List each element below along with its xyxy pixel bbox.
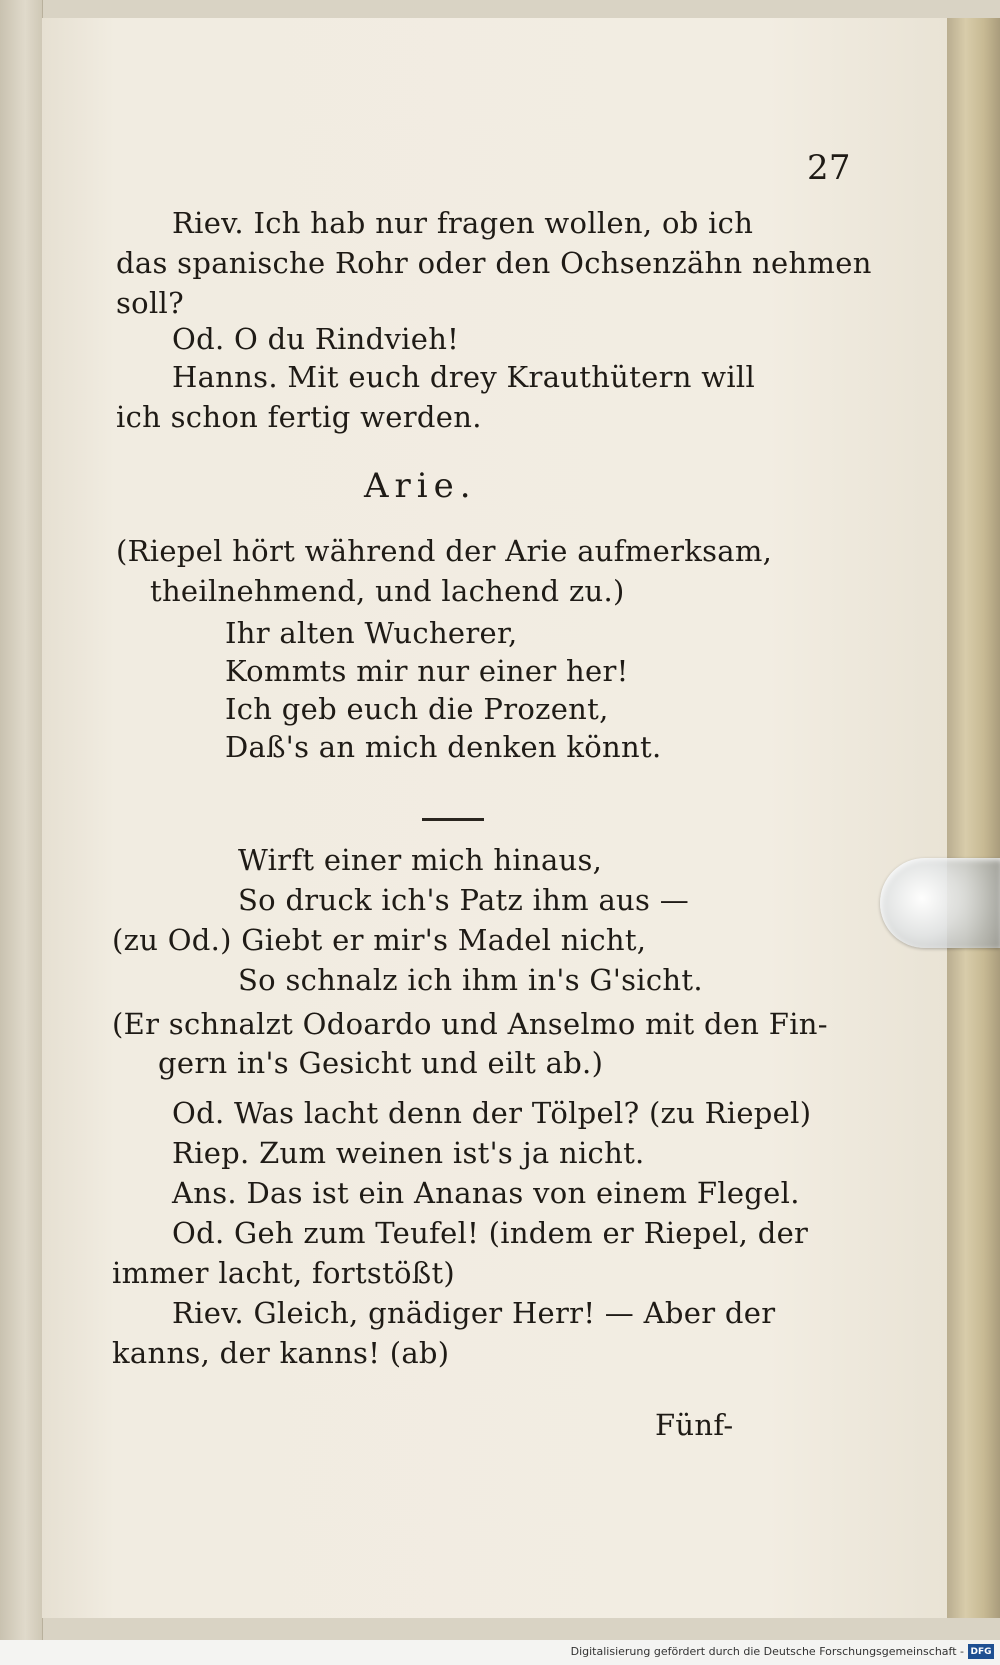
text-line: das spanische Rohr oder den Ochsenzähn nehmen: [116, 246, 872, 280]
verse-line: Wirft einer mich hinaus,: [238, 843, 603, 877]
verse-divider: [422, 818, 484, 821]
dialogue-line: Riev. Gleich, gnädiger Herr! — Aber der: [172, 1296, 776, 1330]
verse-line: So schnalz ich ihm in's G'sicht.: [238, 963, 703, 997]
catchword: Fünf-: [655, 1408, 734, 1442]
right-page-stack: [947, 18, 1000, 1618]
dialogue-line: Riep. Zum weinen ist's ja nicht.: [172, 1136, 645, 1170]
stage-direction-line: (Er schnalzt Odoardo und Anselmo mit den Fin-: [112, 1007, 828, 1041]
dialogue-line: Ans. Das ist ein Ananas von einem Flegel.: [172, 1176, 800, 1210]
text-line: soll?: [116, 286, 184, 320]
page-number: 27: [807, 148, 851, 188]
verse-line: Daß's an mich denken könnt.: [225, 730, 662, 764]
stage-direction-line: gern in's Gesicht und eilt ab.): [158, 1046, 604, 1080]
verse-line: Ich geb euch die Prozent,: [225, 692, 609, 726]
footer-bar: [0, 1640, 1000, 1665]
dialogue-line: kanns, der kanns! (ab): [112, 1336, 450, 1370]
section-heading: Arie.: [364, 466, 477, 506]
page-holder-clip: [880, 858, 1000, 948]
text-line: Riev. Ich hab nur fragen wollen, ob ich: [172, 206, 754, 240]
stage-direction-line: (Riepel hört während der Arie aufmerksam,: [116, 534, 773, 568]
verse-line: So druck ich's Patz ihm aus —: [238, 883, 690, 917]
dialogue-line: immer lacht, fortstößt): [112, 1256, 456, 1290]
verse-line: Ihr alten Wucherer,: [225, 616, 518, 650]
text-line: Hanns. Mit euch drey Krauthütern will: [172, 360, 756, 394]
verse-line: Kommts mir nur einer her!: [225, 654, 629, 688]
dialogue-line: Od. Was lacht denn der Tölpel? (zu Riepel): [172, 1096, 812, 1130]
left-page-edge: [0, 0, 43, 1640]
text-line: ich schon fertig werden.: [116, 400, 482, 434]
stage-direction-line: theilnehmend, und lachend zu.): [150, 574, 625, 608]
book-page: [42, 18, 947, 1618]
funding-credit: Digitalisierung gefördert durch die Deutsche Forschungsgemeinschaft -: [570, 1645, 964, 1658]
dfg-logo-icon: DFG: [968, 1644, 994, 1659]
text-line: Od. O du Rindvieh!: [172, 322, 460, 356]
dialogue-line: Od. Geh zum Teufel! (indem er Riepel, der: [172, 1216, 809, 1250]
verse-line: (zu Od.) Giebt er mir's Madel nicht,: [112, 923, 647, 957]
